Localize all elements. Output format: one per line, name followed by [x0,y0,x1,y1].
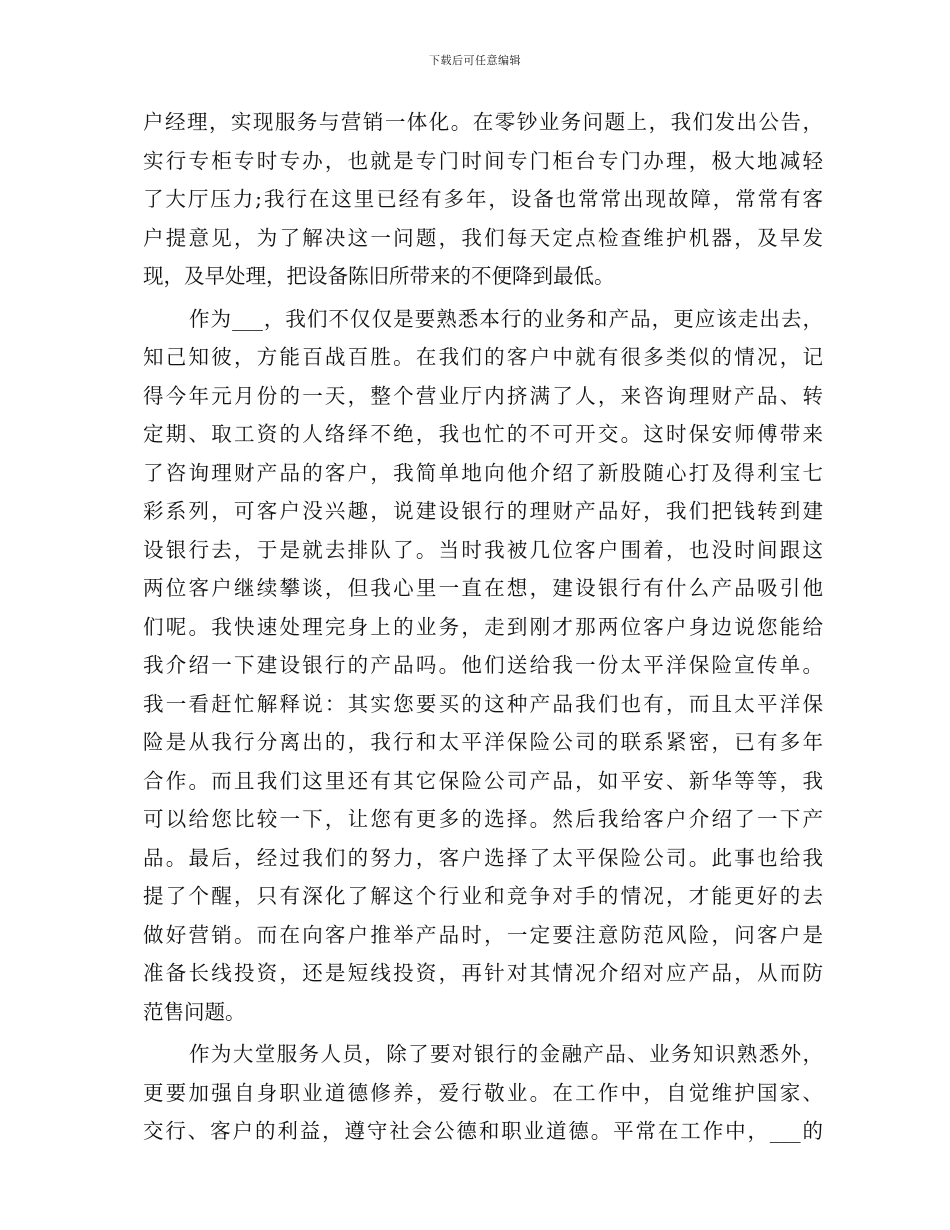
text-line: 彩系列，可客户没兴趣，说建设银行的理财产品好，我们把钱转到建 [143,499,823,523]
text-line: 范售问题。 [143,999,246,1024]
text-line: 实行专柜专时专办，也就是专门时间专门柜台专门办理，极大地减轻 [143,148,823,173]
page-header-note: 下载后可任意编辑 [429,54,521,67]
text-line: 得今年元月份的一天，整个营业厅内挤满了人，来咨询理财产品、转 [143,383,823,408]
text-line: 更要加强自身职业道德修养，爱行敬业。在工作中，自觉维护国家、 [143,1080,823,1105]
text-line: 定期、取工资的人络绎不绝，我也忙的不可开交。这时保安师傅带来 [143,422,823,446]
text-line: 作为大堂服务人员，除了要对银行的金融产品、业务知识熟悉外， [189,1042,823,1066]
text-line: 准备长线投资，还是短线投资，再针对其情况介绍对应产品，从而防 [143,961,823,985]
text-line: 可以给您比较一下，让您有更多的选择。然后我给客户介绍了一下产 [143,807,823,831]
paragraph-1 [143,103,823,296]
text-line: 两位客户继续攀谈，但我心里一直在想，建设银行有什么产品吸引他 [143,576,823,600]
text-line: 了大厅压力;我行在这里已经有多年，设备也常常出现故障，常常有客 [143,187,823,211]
text-line: 们呢。我快速处理完身上的业务，走到刚才那两位客户身边说您能给 [143,614,823,639]
text-line: 了咨询理财产品的客户，我简单地向他介绍了新股随心打及得利宝七 [143,460,823,485]
paragraph-2 [143,300,823,1032]
text-line: 作为___，我们不仅仅是要熟悉本行的业务和产品，更应该走出去， [189,306,823,331]
text-line: 我一看赶忙解释说：其实您要买的这种产品我们也有，而且太平洋保 [143,691,823,716]
text-line: 交行、客户的利益，遵守社会公德和职业道德。平常在工作中，___的 [143,1119,823,1143]
text-line: 现，及早处理，把设备陈旧所带来的不便降到最低。 [143,264,615,288]
text-line: 户提意见，为了解决这一问题，我们每天定点检查维护机器，及早发 [143,225,823,250]
text-line: 我介绍一下建设银行的产品吗。他们送给我一份太平洋保险宣传单。 [143,653,823,677]
text-line: 知己知彼，方能百战百胜。在我们的客户中就有很多类似的情况，记 [143,345,823,369]
document-body [143,103,823,1155]
text-line: 合作。而且我们这里还有其它保险公司产品，如平安、新华等等，我 [143,768,823,793]
text-line: 提了个醒，只有深化了解这个行业和竞争对手的情况，才能更好的去 [143,884,823,908]
text-line: 品。最后，经过我们的努力，客户选择了太平保险公司。此事也给我 [143,845,823,870]
text-line: 做好营销。而在向客户推举产品时，一定要注意防范风险，问客户是 [143,922,823,947]
paragraph-3 [143,1035,823,1151]
text-line: 设银行去，于是就去排队了。当时我被几位客户围着，也没时间跟这 [143,537,823,562]
text-line: 户经理，实现服务与营销一体化。在零钞业务问题上，我们发出公告， [143,110,823,134]
text-line: 险是从我行分离出的，我行和太平洋保险公司的联系紧密，已有多年 [143,730,823,754]
